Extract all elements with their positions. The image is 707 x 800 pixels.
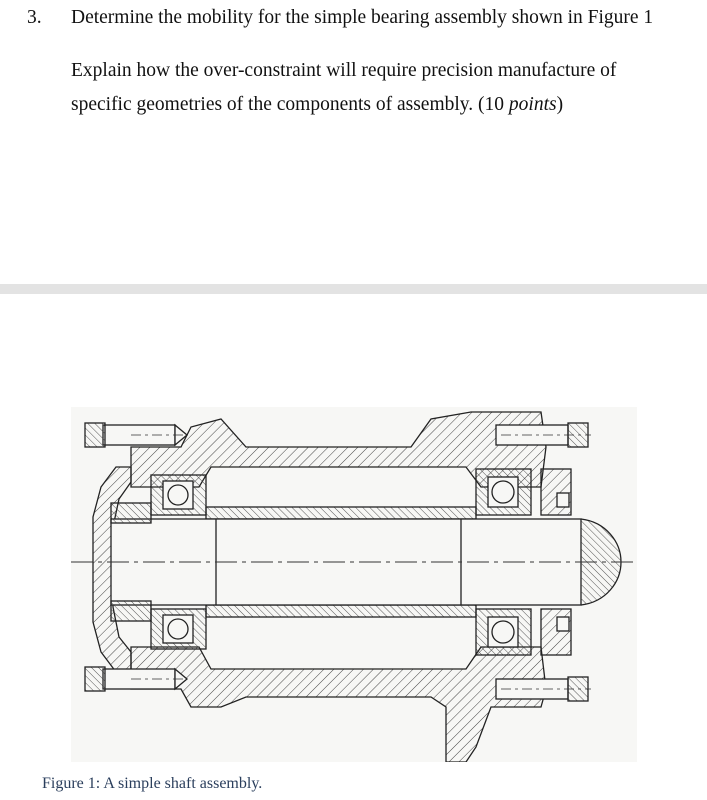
body-line-2-suffix: ) [556,94,564,115]
figure-caption: Figure 1: A simple shaft assembly. [42,775,263,792]
points-emphasis: points [508,94,557,115]
shaft-assembly-drawing [71,407,637,762]
section-divider [0,284,707,294]
lock-nut [111,503,151,523]
spacer-top [206,507,476,519]
body-line-2-prefix: specific geometries of the components of assembly. (10 [71,94,509,115]
question-body-line-1: Explain how the over-constraint will require precision manufacture of [71,60,617,81]
spacer-bottom [206,605,476,617]
figure-shaft-assembly [71,407,637,762]
question-body-line-2 [71,88,691,122]
question-header [0,0,707,36]
housing-bottom [131,647,546,762]
right-cover [541,469,571,515]
question-body [71,54,691,122]
question-title: Determine the mobility for the simple bearing assembly shown in Figure 1 [71,7,654,28]
question-number: 3. [27,7,42,28]
